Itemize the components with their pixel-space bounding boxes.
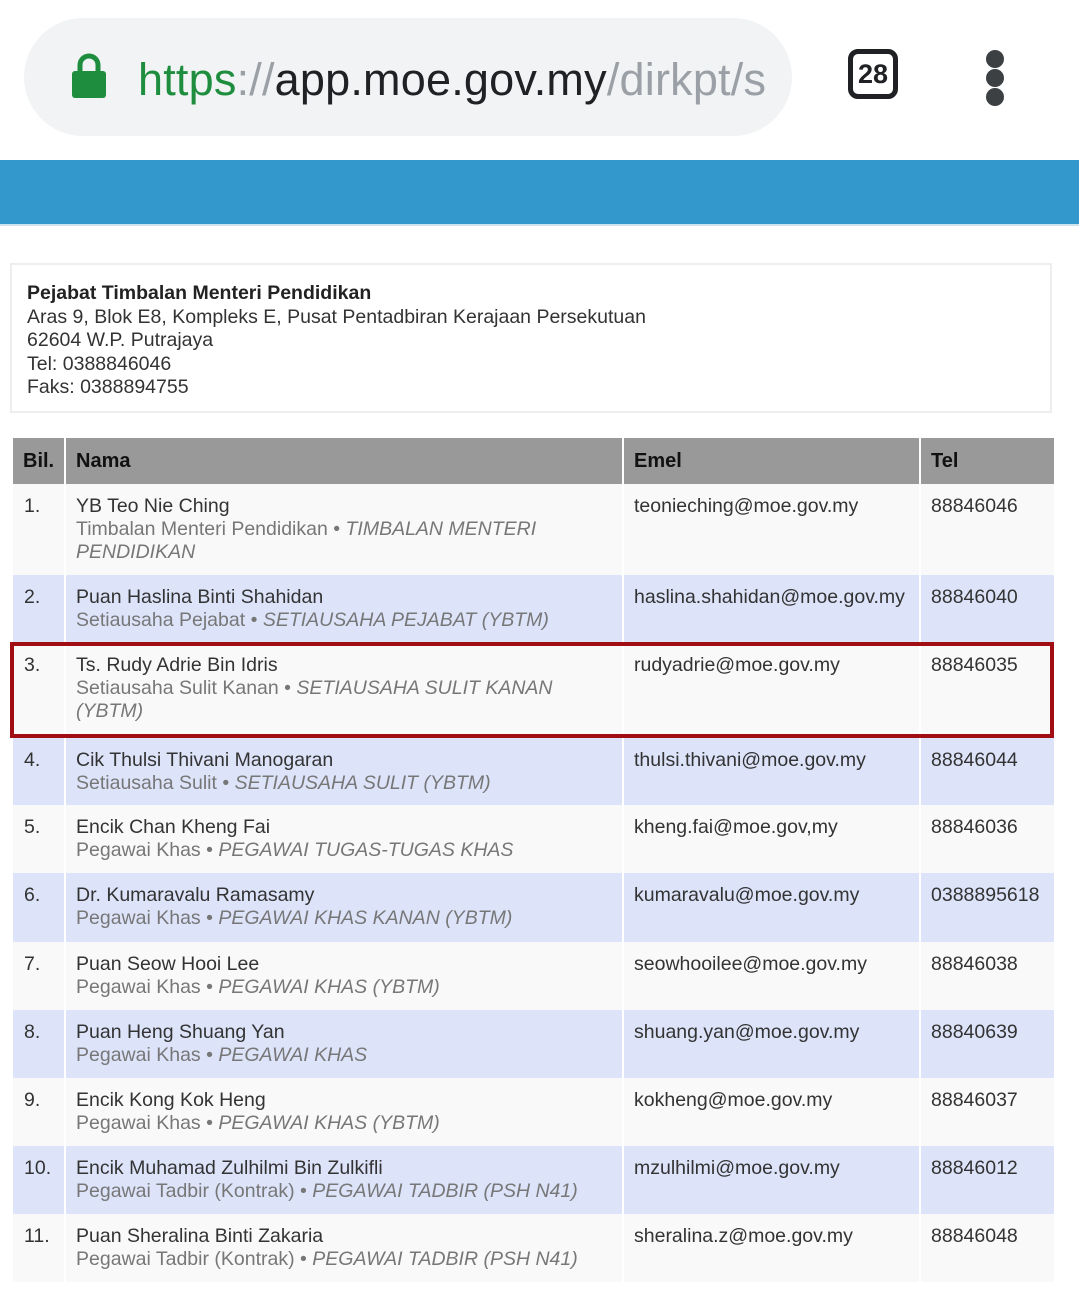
role-separator: • (206, 1112, 213, 1134)
staff-tel[interactable]: 88846048 (920, 1214, 1054, 1282)
table-row (13, 484, 1054, 575)
staff-role (76, 976, 612, 999)
table-row (13, 643, 1054, 738)
staff-position: Pegawai Khas (76, 839, 201, 861)
staff-grade: SETIAUSAHA SULIT KANAN (YBTM) (76, 677, 553, 722)
staff-name: Puan Sheralina Binti Zakaria (76, 1225, 324, 1247)
staff-grade: PEGAWAI KHAS (YBTM) (218, 1112, 440, 1134)
staff-name: Puan Haslina Binti Shahidan (76, 586, 324, 608)
staff-grade: TIMBALAN MENTERI PENDIDIKAN (76, 518, 537, 563)
staff-email[interactable]: shuang.yan@moe.gov.my (623, 1010, 920, 1078)
column-header-emel[interactable]: Emel (623, 438, 920, 484)
staff-role (76, 1112, 612, 1135)
staff-cell (65, 1214, 623, 1282)
staff-cell (65, 643, 623, 738)
column-header-nama[interactable]: Nama (65, 438, 623, 484)
staff-grade: PEGAWAI TUGAS-TUGAS KHAS (218, 839, 514, 861)
staff-position: Pegawai Khas (76, 1112, 201, 1134)
staff-position: Pegawai Tadbir (Kontrak) (76, 1180, 295, 1202)
row-number: 5. (13, 805, 65, 873)
staff-position: Setiausaha Sulit Kanan (76, 677, 279, 699)
staff-name: Encik Kong Kok Heng (76, 1089, 266, 1111)
staff-cell (65, 942, 623, 1010)
staff-grade: PEGAWAI KHAS (218, 1044, 368, 1066)
staff-grade: SETIAUSAHA PEJABAT (YBTM) (262, 609, 549, 631)
staff-tel[interactable]: 88846036 (920, 805, 1054, 873)
staff-role (76, 1044, 612, 1067)
staff-cell (65, 1146, 623, 1214)
staff-email[interactable]: haslina.shahidan@moe.gov.my (623, 575, 920, 643)
staff-tel[interactable]: 88846037 (920, 1078, 1054, 1146)
staff-name: YB Teo Nie Ching (76, 495, 230, 517)
staff-email[interactable]: kheng.fai@moe.gov,my (623, 805, 920, 873)
staff-position: Setiausaha Pejabat (76, 609, 246, 631)
staff-cell (65, 873, 623, 942)
table-row (13, 1146, 1054, 1214)
url-path: /dirkpt/s (606, 54, 767, 105)
tab-switcher-button[interactable] (848, 49, 898, 99)
staff-email[interactable]: teonieching@moe.gov.my (623, 484, 920, 575)
url-separator: :// (236, 54, 275, 105)
table-row (13, 1214, 1054, 1282)
office-fax: Faks: 0388894755 (27, 376, 189, 398)
column-header-tel[interactable]: Tel (920, 438, 1054, 484)
table-header-row (13, 438, 1054, 484)
role-separator: • (300, 1248, 307, 1270)
role-separator: • (206, 976, 213, 998)
role-separator: • (300, 1180, 307, 1202)
staff-tel[interactable]: 88846012 (920, 1146, 1054, 1214)
row-number: 7. (13, 942, 65, 1010)
staff-position: Pegawai Khas (76, 907, 201, 929)
staff-email[interactable]: rudyadrie@moe.gov.my (623, 643, 920, 738)
staff-cell (65, 1078, 623, 1146)
table-row (13, 942, 1054, 1010)
staff-grade: PEGAWAI KHAS (YBTM) (218, 976, 440, 998)
staff-tel[interactable]: 88846044 (920, 738, 1054, 805)
staff-role (76, 677, 612, 723)
staff-email[interactable]: thulsi.thivani@moe.gov.my (623, 738, 920, 805)
staff-grade: PEGAWAI TADBIR (PSH N41) (312, 1180, 578, 1202)
row-number: 1. (13, 484, 65, 575)
row-number: 3. (13, 643, 65, 738)
role-separator: • (206, 907, 213, 929)
table-row (13, 1010, 1054, 1078)
staff-position: Timbalan Menteri Pendidikan (76, 518, 328, 540)
row-number: 4. (13, 738, 65, 805)
staff-grade: PEGAWAI KHAS KANAN (YBTM) (218, 907, 513, 929)
row-number: 2. (13, 575, 65, 643)
staff-tel[interactable]: 88846046 (920, 484, 1054, 575)
office-tel: Tel: 0388846046 (27, 352, 172, 375)
staff-email[interactable]: seowhooilee@moe.gov.my (623, 942, 920, 1010)
staff-role (76, 839, 612, 862)
site-header-bar (0, 160, 1079, 226)
table-row (13, 1078, 1054, 1146)
table-row (13, 575, 1054, 643)
role-separator: • (206, 1044, 213, 1066)
staff-email[interactable]: kumaravalu@moe.gov.my (623, 873, 920, 942)
row-number: 11. (13, 1214, 65, 1282)
url-host: app.moe.gov.my (274, 54, 607, 105)
staff-cell (65, 484, 623, 575)
staff-role (76, 1180, 612, 1203)
office-address-line1: Aras 9, Blok E8, Kompleks E, Pusat Pentadbiran Kerajaan Persekutuan (27, 305, 646, 328)
column-header-bil[interactable]: Bil. (13, 438, 65, 484)
tab-count: 28 (857, 58, 889, 89)
staff-role (76, 1248, 612, 1271)
staff-grade: SETIAUSAHA SULIT (YBTM) (234, 772, 491, 794)
staff-tel[interactable]: 88846040 (920, 575, 1054, 643)
table-row (13, 805, 1054, 873)
staff-grade: PEGAWAI TADBIR (PSH N41) (312, 1248, 578, 1270)
staff-role (76, 518, 612, 564)
lock-icon[interactable] (72, 52, 106, 98)
staff-position: Pegawai Khas (76, 1044, 201, 1066)
role-separator: • (284, 677, 291, 699)
row-number: 8. (13, 1010, 65, 1078)
url-text[interactable] (138, 50, 768, 110)
staff-name: Cik Thulsi Thivani Manogaran (76, 749, 334, 771)
staff-role (76, 609, 612, 632)
staff-email[interactable]: kokheng@moe.gov.my (623, 1078, 920, 1146)
staff-position: Pegawai Khas (76, 976, 201, 998)
staff-tel[interactable]: 88840639 (920, 1010, 1054, 1078)
staff-name: Encik Muhamad Zulhilmi Bin Zulkifli (76, 1157, 383, 1179)
staff-tel[interactable]: 88846035 (920, 643, 1054, 738)
staff-role (76, 772, 612, 795)
role-separator: • (250, 609, 258, 631)
role-separator: • (222, 772, 230, 794)
browser-toolbar (0, 0, 1079, 160)
staff-cell (65, 1010, 623, 1078)
staff-email[interactable]: sheralina.z@moe.gov.my (623, 1214, 920, 1282)
office-info-card (10, 263, 1052, 413)
row-number: 10. (13, 1146, 65, 1214)
url-scheme: https (138, 54, 237, 105)
staff-name: Ts. Rudy Adrie Bin Idris (76, 654, 278, 676)
staff-cell (65, 575, 623, 643)
row-number: 6. (13, 873, 65, 942)
staff-cell (65, 738, 623, 805)
staff-role (76, 907, 612, 930)
staff-position: Pegawai Tadbir (Kontrak) (76, 1248, 295, 1270)
office-address-line2: 62604 W.P. Putrajaya (27, 329, 214, 351)
role-separator: • (206, 839, 213, 861)
staff-directory-table (13, 438, 1054, 1282)
more-vert-icon[interactable] (978, 50, 1014, 106)
staff-position: Setiausaha Sulit (76, 772, 217, 794)
staff-cell (65, 805, 623, 873)
table-row (13, 873, 1054, 942)
staff-name: Puan Seow Hooi Lee (76, 953, 260, 975)
staff-tel[interactable]: 88846038 (920, 942, 1054, 1010)
staff-email[interactable]: mzulhilmi@moe.gov.my (623, 1146, 920, 1214)
role-separator: • (333, 518, 341, 540)
table-row (13, 738, 1054, 805)
office-name: Pejabat Timbalan Menteri Pendidikan (27, 282, 372, 304)
staff-name: Dr. Kumaravalu Ramasamy (76, 884, 315, 906)
staff-name: Puan Heng Shuang Yan (76, 1021, 285, 1043)
row-number: 9. (13, 1078, 65, 1146)
staff-tel[interactable]: 0388895618 (920, 873, 1054, 942)
staff-name: Encik Chan Kheng Fai (76, 816, 271, 838)
